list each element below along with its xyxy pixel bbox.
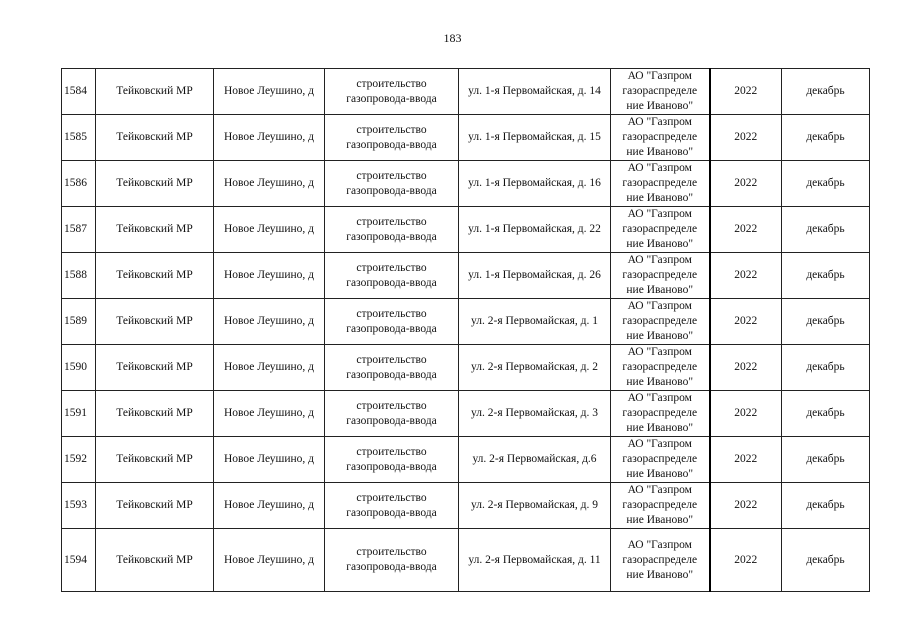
district-cell: Тейковский МР — [96, 207, 214, 253]
address-cell: ул. 1-я Первомайская, д. 15 — [459, 115, 611, 161]
work-type-cell: строительство газопровода-ввода — [325, 529, 459, 592]
district-cell: Тейковский МР — [96, 483, 214, 529]
district-cell: Тейковский МР — [96, 529, 214, 592]
table-row — [62, 437, 870, 483]
locality-cell: Новое Леушино, д — [214, 345, 325, 391]
locality-cell: Новое Леушино, д — [214, 483, 325, 529]
month-cell: декабрь — [782, 483, 870, 529]
locality-cell: Новое Леушино, д — [214, 391, 325, 437]
district-cell: Тейковский МР — [96, 115, 214, 161]
district-cell: Тейковский МР — [96, 437, 214, 483]
row-number: 1594 — [62, 529, 96, 592]
year-cell: 2022 — [710, 437, 782, 483]
address-cell: ул. 1-я Первомайская, д. 14 — [459, 69, 611, 115]
locality-cell: Новое Леушино, д — [214, 437, 325, 483]
locality-cell: Новое Леушино, д — [214, 529, 325, 592]
organization-cell: АО "Газпром газораспределе ние Иваново" — [611, 161, 710, 207]
work-type-cell: строительство газопровода-ввода — [325, 483, 459, 529]
district-cell: Тейковский МР — [96, 161, 214, 207]
table-row — [62, 69, 870, 115]
row-number: 1585 — [62, 115, 96, 161]
locality-cell: Новое Леушино, д — [214, 299, 325, 345]
month-cell: декабрь — [782, 161, 870, 207]
organization-cell: АО "Газпром газораспределе ние Иваново" — [611, 115, 710, 161]
year-cell: 2022 — [710, 483, 782, 529]
organization-cell: АО "Газпром газораспределе ние Иваново" — [611, 207, 710, 253]
address-cell: ул. 2-я Первомайская, д. 9 — [459, 483, 611, 529]
row-number: 1589 — [62, 299, 96, 345]
district-cell: Тейковский МР — [96, 345, 214, 391]
district-cell: Тейковский МР — [96, 253, 214, 299]
row-number: 1590 — [62, 345, 96, 391]
table-row — [62, 345, 870, 391]
page-number: 183 — [443, 31, 462, 45]
registry-table — [61, 68, 870, 592]
month-cell: декабрь — [782, 69, 870, 115]
table-row — [62, 207, 870, 253]
row-number: 1584 — [62, 69, 96, 115]
locality-cell: Новое Леушино, д — [214, 69, 325, 115]
address-cell: ул. 2-я Первомайская, д. 3 — [459, 391, 611, 437]
address-cell: ул. 2-я Первомайская, д.6 — [459, 437, 611, 483]
address-cell: ул. 1-я Первомайская, д. 22 — [459, 207, 611, 253]
address-cell: ул. 1-я Первомайская, д. 16 — [459, 161, 611, 207]
address-cell: ул. 2-я Первомайская, д. 1 — [459, 299, 611, 345]
table-row — [62, 483, 870, 529]
work-type-cell: строительство газопровода-ввода — [325, 437, 459, 483]
locality-cell: Новое Леушино, д — [214, 207, 325, 253]
organization-cell: АО "Газпром газораспределе ние Иваново" — [611, 437, 710, 483]
organization-cell: АО "Газпром газораспределе ние Иваново" — [611, 483, 710, 529]
work-type-cell: строительство газопровода-ввода — [325, 207, 459, 253]
work-type-cell: строительство газопровода-ввода — [325, 299, 459, 345]
table-row — [62, 299, 870, 345]
locality-cell: Новое Леушино, д — [214, 161, 325, 207]
organization-cell: АО "Газпром газораспределе ние Иваново" — [611, 391, 710, 437]
table-row — [62, 529, 870, 592]
work-type-cell: строительство газопровода-ввода — [325, 69, 459, 115]
organization-cell: АО "Газпром газораспределе ние Иваново" — [611, 345, 710, 391]
work-type-cell: строительство газопровода-ввода — [325, 345, 459, 391]
month-cell: декабрь — [782, 529, 870, 592]
row-number: 1593 — [62, 483, 96, 529]
year-cell: 2022 — [710, 529, 782, 592]
month-cell: декабрь — [782, 253, 870, 299]
row-number: 1588 — [62, 253, 96, 299]
district-cell: Тейковский МР — [96, 299, 214, 345]
organization-cell: АО "Газпром газораспределе ние Иваново" — [611, 299, 710, 345]
year-cell: 2022 — [710, 345, 782, 391]
organization-cell: АО "Газпром газораспределе ние Иваново" — [611, 69, 710, 115]
year-cell: 2022 — [710, 253, 782, 299]
month-cell: декабрь — [782, 115, 870, 161]
organization-cell: АО "Газпром газораспределе ние Иваново" — [611, 253, 710, 299]
year-cell: 2022 — [710, 299, 782, 345]
district-cell: Тейковский МР — [96, 69, 214, 115]
month-cell: декабрь — [782, 299, 870, 345]
work-type-cell: строительство газопровода-ввода — [325, 161, 459, 207]
year-cell: 2022 — [710, 161, 782, 207]
work-type-cell: строительство газопровода-ввода — [325, 115, 459, 161]
month-cell: декабрь — [782, 437, 870, 483]
month-cell: декабрь — [782, 391, 870, 437]
month-cell: декабрь — [782, 345, 870, 391]
row-number: 1592 — [62, 437, 96, 483]
work-type-cell: строительство газопровода-ввода — [325, 391, 459, 437]
organization-cell: АО "Газпром газораспределе ние Иваново" — [611, 529, 710, 592]
year-cell: 2022 — [710, 115, 782, 161]
table-row — [62, 115, 870, 161]
locality-cell: Новое Леушино, д — [214, 253, 325, 299]
address-cell: ул. 1-я Первомайская, д. 26 — [459, 253, 611, 299]
row-number: 1586 — [62, 161, 96, 207]
locality-cell: Новое Леушино, д — [214, 115, 325, 161]
month-cell: декабрь — [782, 207, 870, 253]
row-number: 1591 — [62, 391, 96, 437]
district-cell: Тейковский МР — [96, 391, 214, 437]
address-cell: ул. 2-я Первомайская, д. 11 — [459, 529, 611, 592]
table-row — [62, 253, 870, 299]
row-number: 1587 — [62, 207, 96, 253]
table-row — [62, 391, 870, 437]
table-row — [62, 161, 870, 207]
address-cell: ул. 2-я Первомайская, д. 2 — [459, 345, 611, 391]
year-cell: 2022 — [710, 391, 782, 437]
year-cell: 2022 — [710, 69, 782, 115]
work-type-cell: строительство газопровода-ввода — [325, 253, 459, 299]
year-cell: 2022 — [710, 207, 782, 253]
